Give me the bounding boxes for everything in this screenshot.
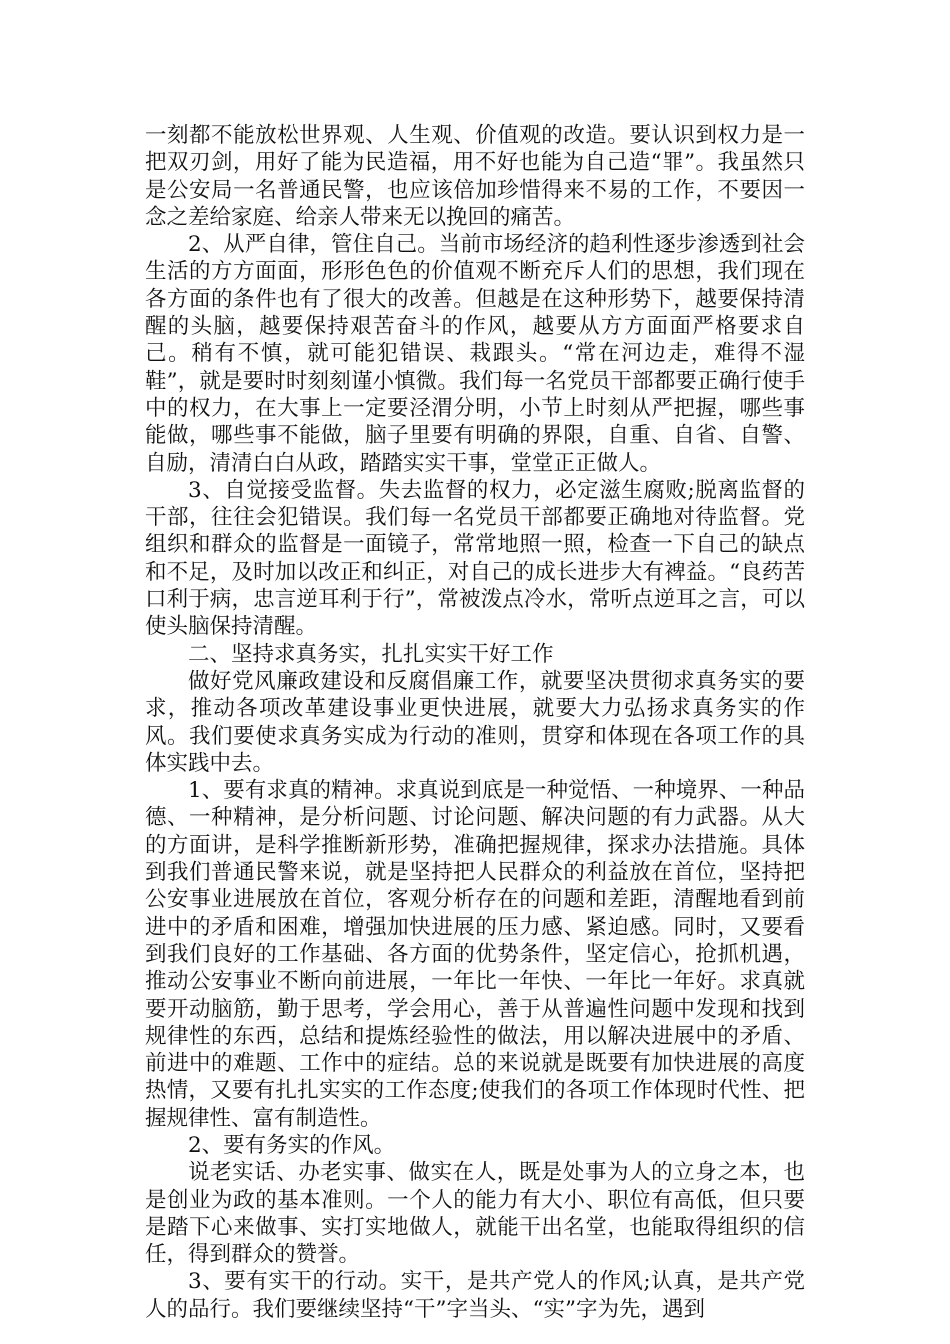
paragraph-section-intro: 做好党风廉政建设和反腐倡廉工作，就要坚决贯彻求真务实的要求，推动各项改革建设事业更快进展，就要大力弘扬求真务实的作风。我们要使求真务实成为行动的准则，贯穿和体现在各项工作的具体实践中去。	[145, 668, 805, 776]
document-body	[145, 122, 805, 1323]
paragraph-practical-action: 3、要有实干的行动。实干，是共产党人的作风;认真，是共产党人的品行。我们要继续坚持“干”字当头、“实”字为先，遇到	[145, 1269, 805, 1322]
paragraph-honest-work: 说老实话、办老实事、做实在人，既是处事为人的立身之本，也是创业为政的基本准则。一个人的能力有大小、职位有高低，但只要是踏下心来做事、实打实地做人，就能干出名堂，也能取得组织的信任，得到群众的赞誉。	[145, 1160, 805, 1268]
subheading-pragmatic-style: 2、要有务实的作风。	[188, 1132, 396, 1158]
section-heading-seek-truth: 二、坚持求真务实，扎扎实实干好工作	[188, 641, 554, 667]
paragraph-continuation: 一刻都不能放松世界观、人生观、价值观的改造。要认识到权力是一把双刃剑，用好了能为民造福，用不好也能为自己造“罪”。我虽然只是公安局一名普通民警，也应该倍加珍惜得来不易的工作，不要因一念之差给家庭、给亲人带来无以挽回的痛苦。	[145, 123, 805, 230]
paragraph-strict-self-discipline: 2、从严自律，管住自己。当前市场经济的趋利性逐步渗透到社会生活的方方面面，形形色色的价值观不断充斥人们的思想，我们现在各方面的条件也有了很大的改善。但越是在这种形势下，越要保持清醒的头脑，越要保持艰苦奋斗的作风，越要从方方面面严格要求自己。稍有不慎，就可能犯错误、栽跟头。“常在河边走，难得不湿鞋”，就是要时时刻刻谨小慎微。我们每一名党员干部都要正确行使手中的权力，在大事上一定要泾渭分明，小节上时刻从严把握，哪些事能做，哪些事不能做，脑子里要有明确的界限，自重、自省、自警、自励，清清白白从政，踏踏实实干事，堂堂正正做人。	[145, 232, 805, 476]
paragraph-spirit-of-truth: 1、要有求真的精神。求真说到底是一种觉悟、一种境界、一种品德、一种精神，是分析问题、讨论问题、解决问题的有力武器。从大的方面讲，是科学推断新形势，准确把握规律，探求办法措施。具体到我们普通民警来说，就是坚持把人民群众的利益放在首位，坚持把公安事业进展放在首位，客观分析存在的问题和差距，清醒地看到前进中的矛盾和困难，增强加快进展的压力感、紧迫感。同时，又要看到我们良好的工作基础、各方面的优势条件，坚定信心，抢抓机遇，推动公安事业不断向前进展，一年比一年快、一年比一年好。求真就要开动脑筋，勤于思考，学会用心，善于从普遍性问题中发现和找到规律性的东西，总结和提炼经验性的做法，用以解决进展中的矛盾、前进中的难题、工作中的症结。总的来说就是既要有加快进展的高度热情，又要有扎扎实实的工作态度;使我们的各项工作体现时代性、把握规律性、富有制造性。	[145, 778, 805, 1131]
paragraph-accept-supervision: 3、自觉接受监督。失去监督的权力，必定滋生腐败;脱离监督的干部，往往会犯错误。我们每一名党员干部都要正确地对待监督。党组织和群众的监督是一面镜子，常常地照一照，检查一下自己的缺点和不足，及时加以改正和纠正，对自己的成长进步大有裨益。“良药苦口利于病，忠言逆耳利于行”，常被泼点冷水，常听点逆耳之言，可以使头脑保持清醒。	[145, 477, 805, 640]
